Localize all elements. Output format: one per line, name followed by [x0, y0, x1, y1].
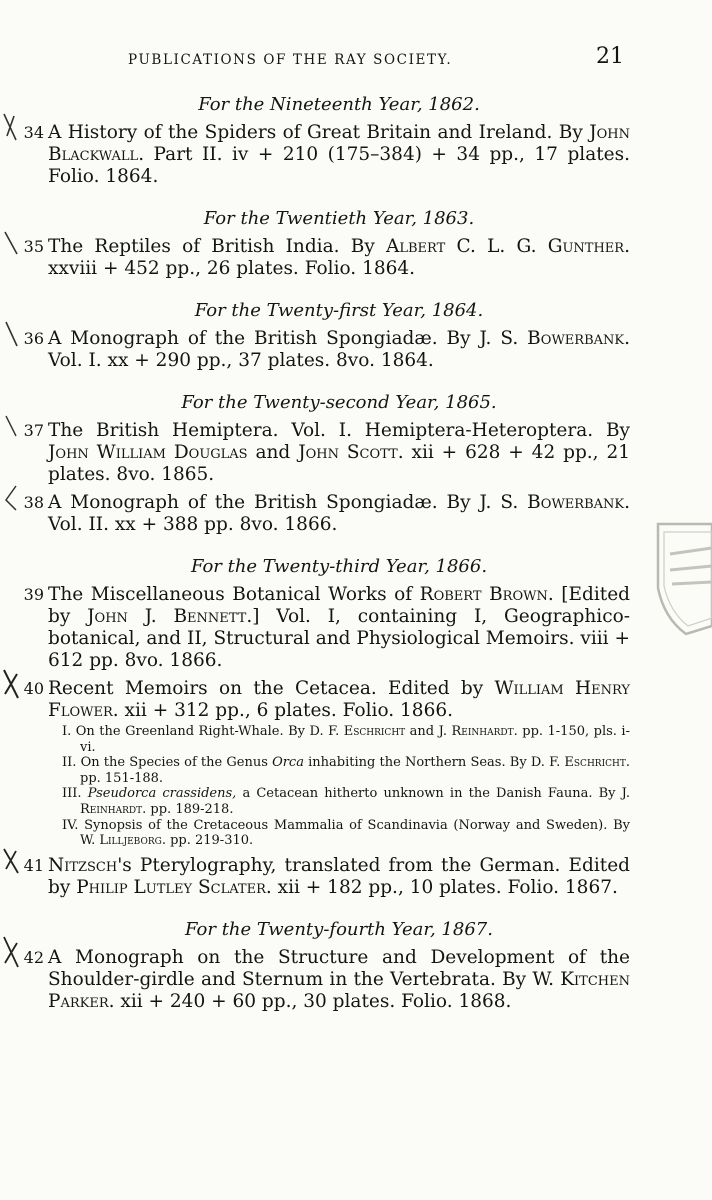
memoir-text: and	[405, 724, 439, 739]
entry-details: . xii + 312 pp., 6 plates. Folio. 1866.	[112, 700, 453, 721]
author-name: D. F. Eschricht	[309, 724, 406, 739]
entry-40	[23, 678, 631, 849]
year-heading: For the Twenty-third Year, 1866.	[190, 556, 488, 577]
memoir-text: IV. Synopsis of the Cretaceous Mammalia of Scandinavia (Norway and Sweden). By	[62, 817, 630, 833]
memoir-item	[62, 818, 630, 849]
entry-number: 40	[23, 679, 44, 698]
entry-34	[23, 122, 630, 188]
entry-details: . Vol. I. xx + 290 pp., 37 plates. 8vo. 1864.	[48, 328, 630, 371]
page-number: 21	[596, 44, 624, 69]
entry-41	[23, 854, 630, 899]
memoir-item	[62, 724, 630, 755]
author-name: W. Kitchen Parker	[48, 968, 630, 1012]
author-name: Robert Brown	[419, 584, 548, 605]
entry-number: 36	[23, 329, 44, 348]
memoir-item	[62, 786, 630, 817]
entry-35	[23, 236, 630, 280]
entry-number: 34	[23, 123, 44, 142]
entry-37	[23, 420, 630, 486]
entry-number: 42	[23, 947, 44, 967]
entry-text: 's Pterylography, translated from the German. Edited by	[48, 854, 630, 898]
entry-text: A Monograph on the Structure and Development of the Shoulder-girdle and Sternum in the Vertebrata. By	[48, 946, 630, 990]
library-stamp	[650, 518, 712, 638]
author-name: William Henry Flower	[48, 678, 630, 721]
entry-39	[23, 584, 630, 672]
entry-number: 35	[23, 237, 44, 256]
author-name: John Scott	[298, 442, 398, 463]
entry-42	[23, 946, 630, 1013]
entry-details: . Part II. iv + 210 (175–384) + 34 pp., 17 plates. Folio. 1864.	[48, 144, 630, 187]
entry-details: .] Vol. I, containing I, Geographico-botanical, and II, Structural and Physiological Memoirs. viii + 612 pp. 8vo. 1866.	[48, 606, 630, 671]
author-name: J. S. Bowerbank	[479, 328, 625, 349]
entry-details: . xii + 240 + 60 pp., 30 plates. Folio. 1868.	[108, 990, 512, 1012]
memoir-text: inhabiting the Northern Seas. By	[303, 755, 531, 771]
entry-text: The Reptiles of British India. By	[48, 236, 386, 257]
memoir-pages: . pp. 189-218.	[142, 801, 234, 817]
year-heading: For the Twenty-fourth Year, 1867.	[185, 918, 493, 940]
genus-name: Orca	[272, 755, 304, 771]
running-head-title: PUBLICATIONS OF THE RAY SOCIETY.	[128, 52, 453, 68]
author-name: D. F. Eschricht	[530, 755, 626, 771]
year-heading: For the Twentieth Year, 1863.	[203, 208, 475, 229]
entry-details: . Vol. II. xx + 388 pp. 8vo. 1866.	[48, 492, 630, 535]
author-name: Philip Lutley Sclater	[76, 876, 266, 898]
entry-number: 37	[23, 421, 44, 440]
entry-text: . [Edited by	[48, 584, 630, 627]
entry-text: A History of the Spiders of Great Britain and Ireland. By	[48, 122, 590, 143]
year-heading: For the Nineteenth Year, 1862.	[198, 94, 480, 115]
memoir-pages: . pp. 151-188.	[80, 755, 631, 786]
memoir-pages: . pp. 219-310.	[161, 833, 254, 849]
entry-text: The British Hemiptera. Vol. I. Hemiptera-Heteroptera. By	[48, 420, 630, 441]
author-name: John Blackwall	[48, 122, 630, 165]
entry-text: Recent Memoirs on the Cetacea. Edited by	[48, 678, 495, 699]
entry-number: 41	[23, 855, 44, 875]
memoir-item	[62, 755, 630, 786]
entry-details: . xii + 182 pp., 10 plates. Folio. 1867.	[265, 876, 618, 898]
entry-text: and	[247, 442, 299, 463]
author-name: J. Reinhardt	[80, 786, 630, 817]
entry-number: 39	[23, 585, 44, 604]
entry-text: A Monograph of the British Spongiadæ. By	[48, 328, 480, 349]
entry-36	[23, 328, 630, 372]
memoir-list	[62, 724, 630, 849]
memoir-text: II. On the Species of the Genus	[62, 755, 273, 771]
author-name: John William Douglas	[48, 442, 248, 463]
entry-text: The Miscellaneous Botanical Works of	[48, 584, 420, 605]
memoir-text: I. On the Greenland Right-Whale. By	[62, 724, 310, 739]
publication-list	[23, 92, 631, 1031]
author-name: Nitzsch	[48, 854, 118, 876]
author-name: J. Reinhardt	[438, 724, 514, 739]
author-name: John J. Bennett	[87, 606, 247, 627]
memoir-text: a Cetacean hitherto unknown in the Danish Fauna. By	[236, 786, 622, 802]
entry-number: 38	[23, 493, 44, 512]
entry-details: . xxviii + 452 pp., 26 plates. Folio. 1864.	[48, 236, 630, 279]
entry-text: A Monograph of the British Spongiadæ. By	[48, 492, 480, 513]
memoir-text: III.	[62, 786, 88, 802]
author-name: W. Lilljeborg	[80, 833, 162, 849]
year-heading: For the Twenty-second Year, 1865.	[181, 392, 497, 413]
species-name: Pseudorca crassidens,	[87, 786, 237, 802]
entry-details: . xii + 628 + 42 pp., 21 plates. 8vo. 1865.	[48, 442, 630, 485]
author-name: J. S. Bowerbank	[479, 492, 625, 513]
year-heading: For the Twenty-first Year, 1864.	[194, 300, 484, 321]
entry-38	[23, 492, 630, 536]
author-name: Albert C. L. G. Gunther	[386, 236, 625, 257]
memoir-pages: . pp. 1-150, pls. i-vi.	[80, 724, 630, 755]
